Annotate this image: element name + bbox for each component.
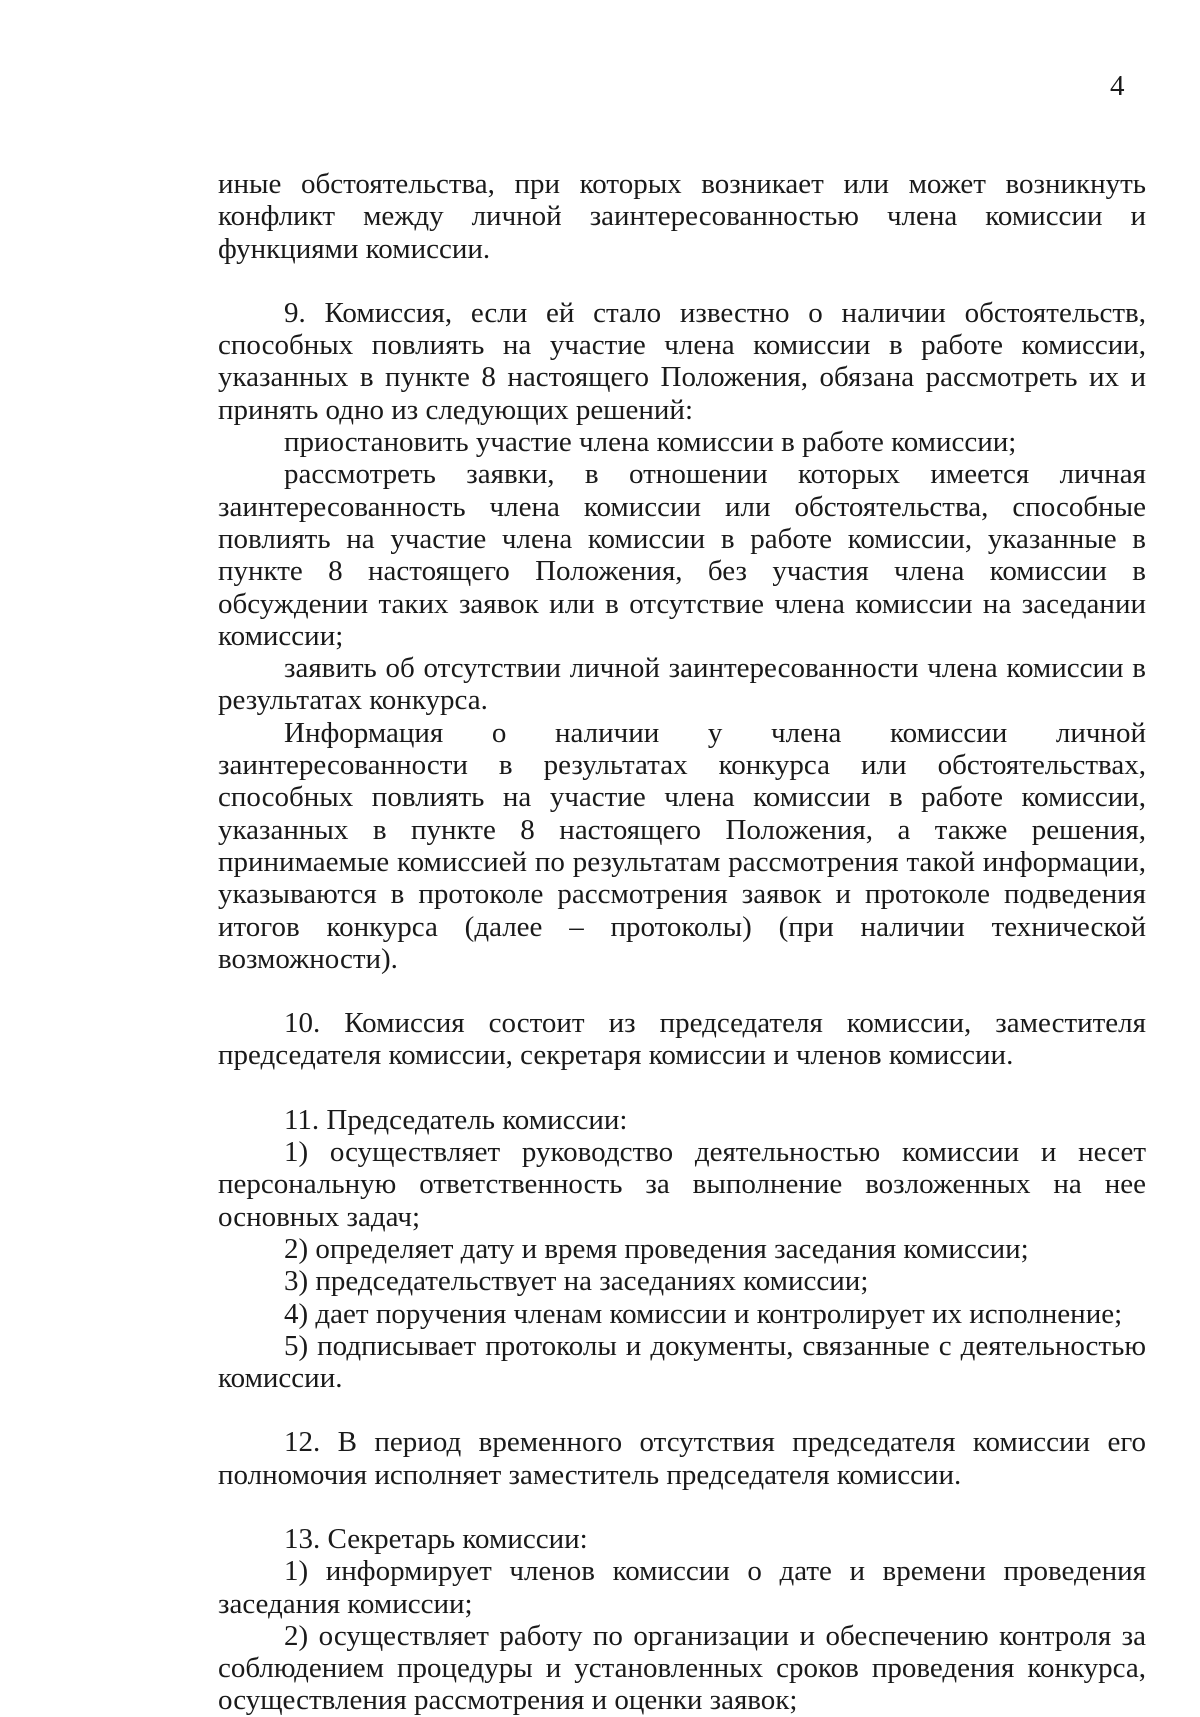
list-item-chairman-5: 5) подписывает протоколы и документы, связанные с деятельностью комиссии.: [218, 1329, 1146, 1395]
paragraph-clause-11: 11. Председатель комиссии:: [284, 1103, 628, 1136]
paragraph-information-in-protocols: Информация о наличии у члена комиссии личной заинтересованности в результатах конкурса или обстоятельствах, способных повлиять на участие члена комиссии в работе комиссии, указанных в пункте 8 настоящего Положения, а также решения, принимаемые комиссией по результатам рассмотрения такой информации, указываются в протоколе рассмотрения заявок и протоколе подведения итогов конкурса (далее – протоколы) (при наличии технической возможности).: [218, 716, 1146, 975]
list-item-secretary-2: 2) осуществляет работу по организации и обеспечению контроля за соблюдением процедуры и установленных сроков проведения конкурса, осуществления рассмотрения и оценки заявок;: [218, 1619, 1146, 1717]
paragraph-conflict-circumstances: иные обстоятельства, при которых возникает или может возникнуть конфликт между личной заинтересованностью члена комиссии и функциями комиссии.: [218, 168, 1146, 265]
list-item-chairman-1: 1) осуществляет руководство деятельностью комиссии и несет персональную ответственность за выполнение возложенных на нее основных задач;: [218, 1136, 1146, 1233]
list-item-chairman-2: 2) определяет дату и время проведения заседания комиссии;: [284, 1232, 1029, 1265]
paragraph-clause-9: 9. Комиссия, если ей стало известно о наличии обстоятельств, способных повлиять на участие члена комиссии в работе комиссии, указанных в пункте 8 настоящего Положения, обязана рассмотреть их и принять одно из следующих решений:: [218, 296, 1146, 426]
list-item-chairman-4: 4) дает поручения членам комиссии и контролирует их исполнение;: [284, 1297, 1123, 1330]
document-body: [218, 168, 1146, 1717]
paragraph-clause-12: 12. В период временного отсутствия председателя комиссии его полномочия исполняет заместитель председателя комиссии.: [218, 1426, 1146, 1491]
page-number: 4: [1110, 70, 1125, 102]
list-item-secretary-1: 1) информирует членов комиссии о дате и времени проведения заседания комиссии;: [218, 1555, 1146, 1620]
paragraph-decision-declare-no-interest: заявить об отсутствии личной заинтересованности члена комиссии в результатах конкурса.: [218, 652, 1146, 717]
paragraph-clause-13: 13. Секретарь комиссии:: [284, 1522, 588, 1555]
paragraph-decision-suspend: приостановить участие члена комиссии в работе комиссии;: [284, 426, 1017, 459]
paragraph-clause-10: 10. Комиссия состоит из председателя комиссии, заместителя председателя комиссии, секретаря комиссии и членов комиссии.: [218, 1007, 1146, 1072]
list-item-chairman-3: 3) председательствует на заседаниях комиссии;: [284, 1265, 869, 1298]
paragraph-decision-review-without-member: рассмотреть заявки, в отношении которых имеется личная заинтересованность члена комиссии или обстоятельства, способные повлиять на участие члена комиссии в работе комиссии, указанные в пункте 8 настоящего Положения, без участия члена комиссии в обсуждении таких заявок или в отсутствие члена комиссии на заседании комиссии;: [218, 458, 1146, 652]
